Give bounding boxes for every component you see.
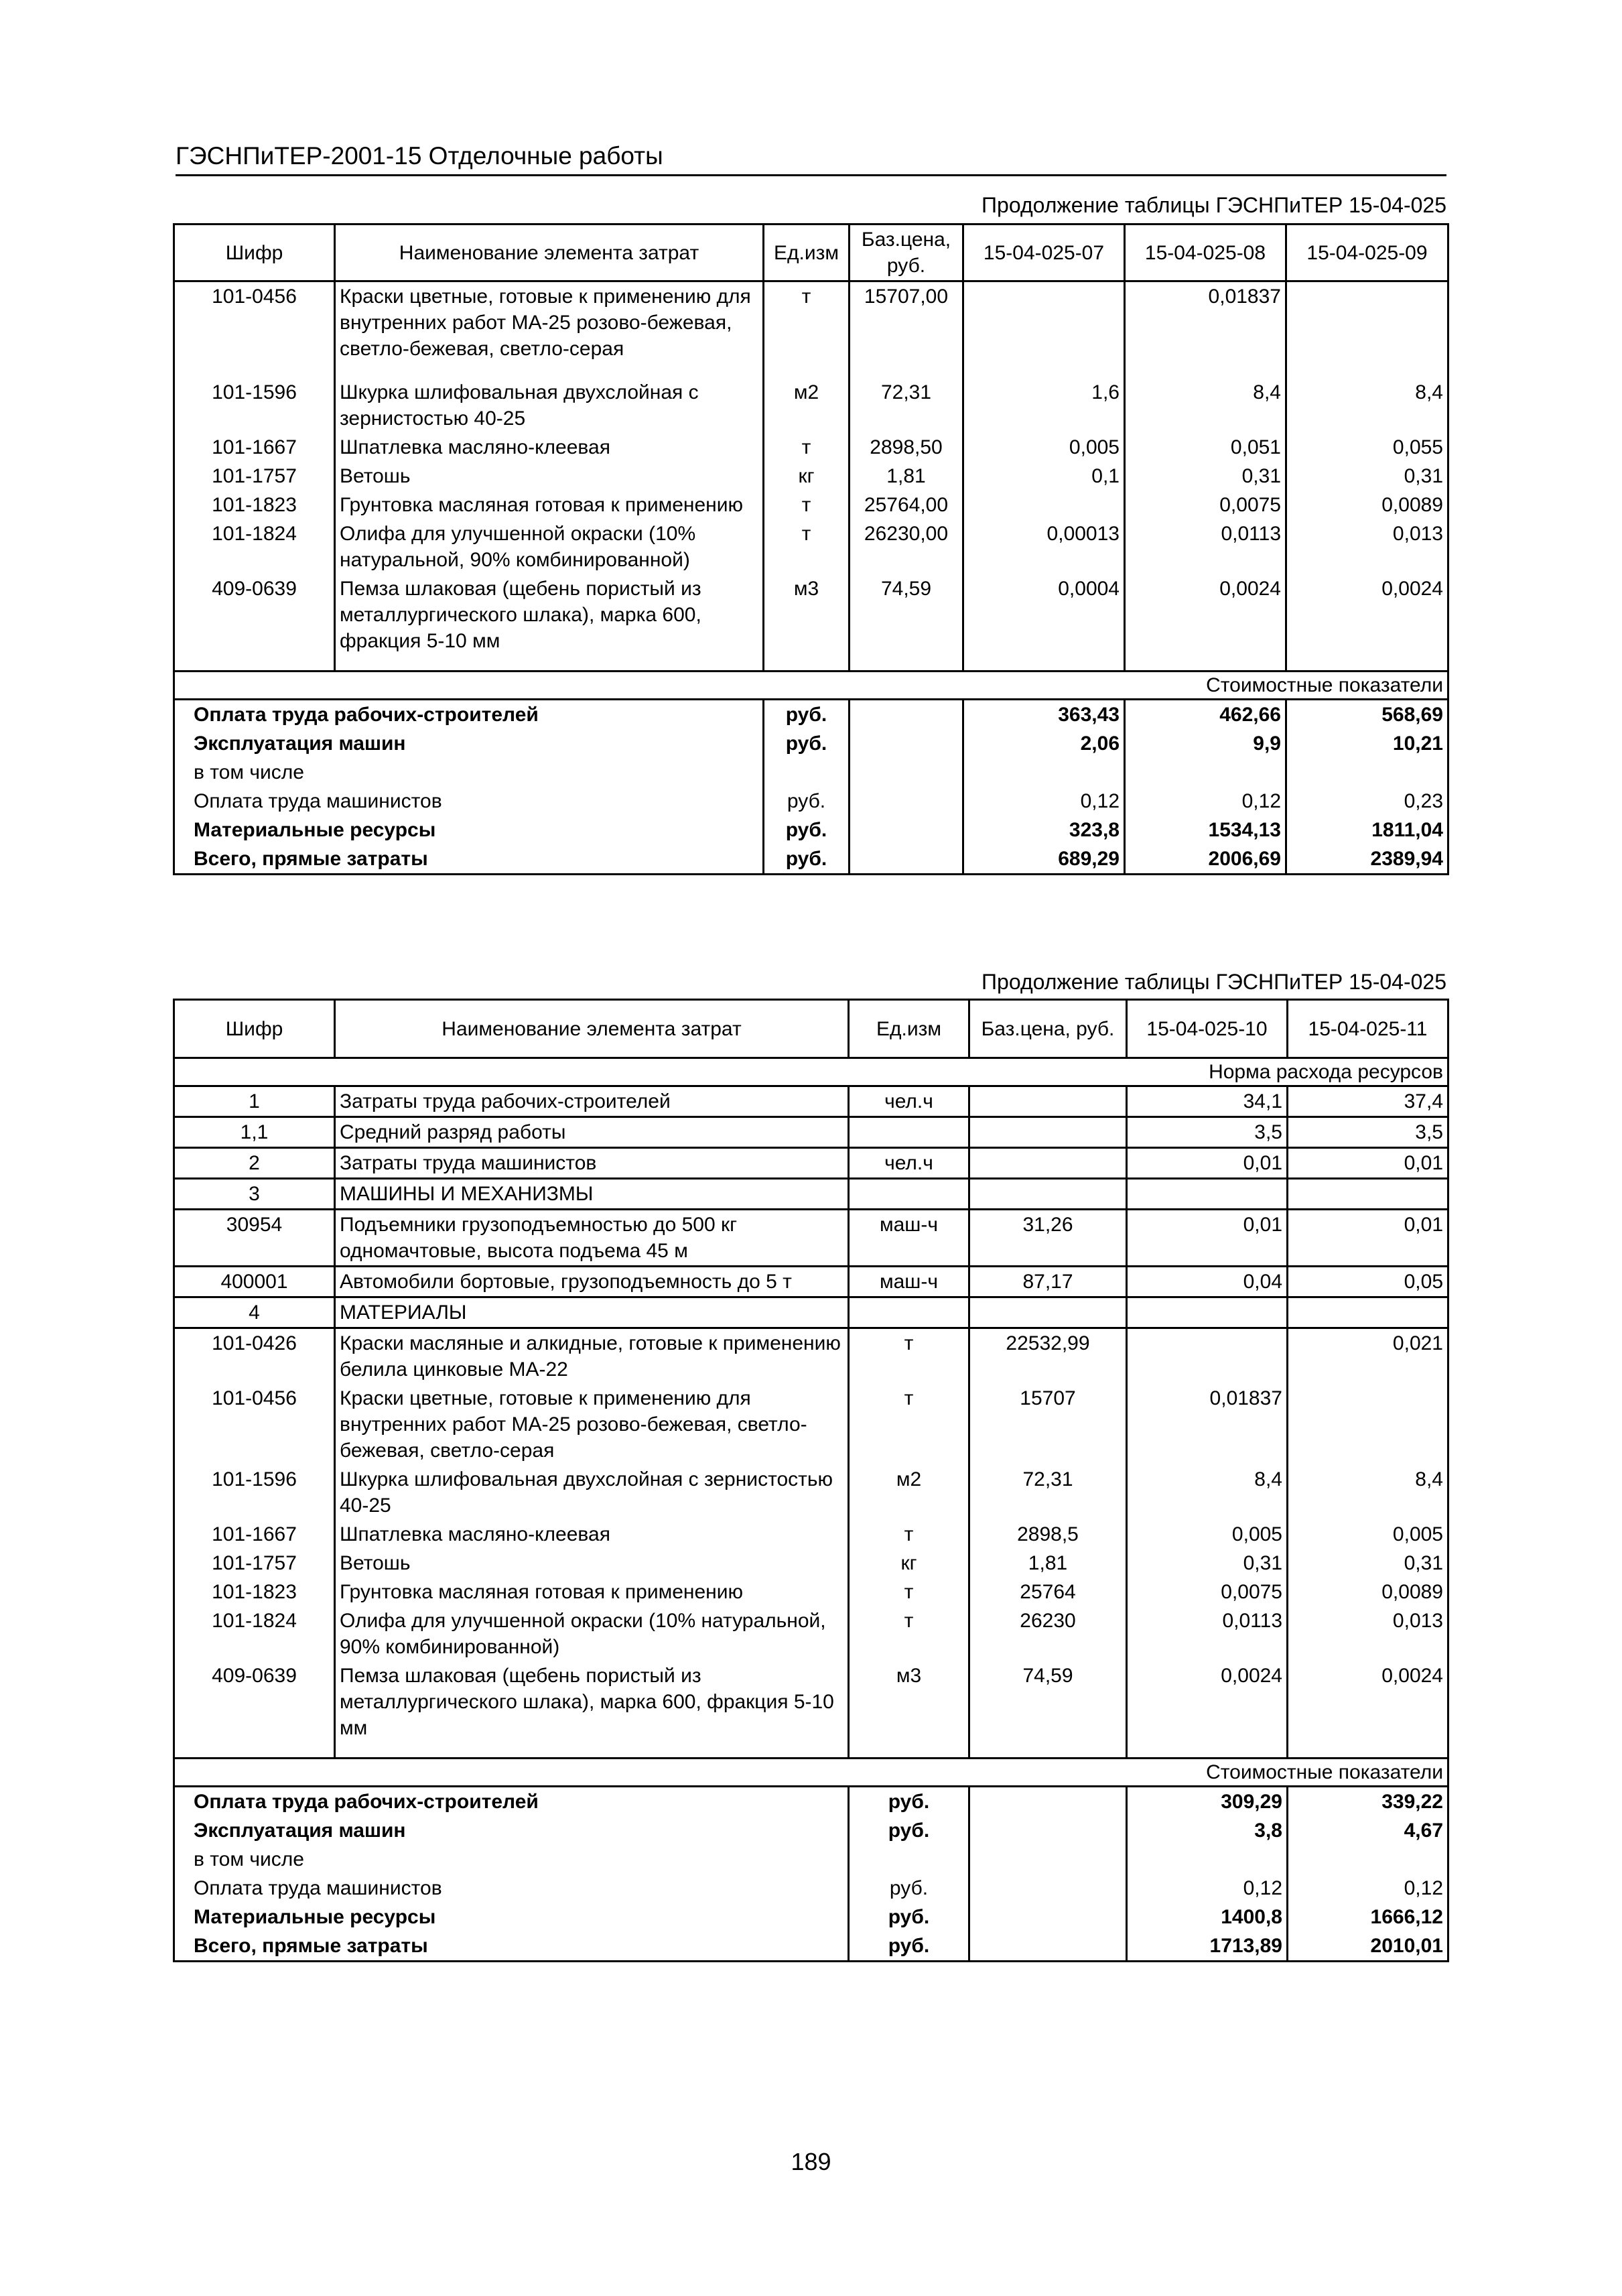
table-row	[174, 1148, 1448, 1179]
table2-summary	[174, 1787, 1448, 1962]
unit-cell	[849, 1117, 969, 1148]
unit-cell: руб.	[764, 844, 850, 875]
spacer-row	[174, 363, 1448, 378]
table-row	[174, 1549, 1448, 1578]
value-cell: 0,01837	[1127, 1384, 1288, 1465]
name-cell: Затраты труда машинистов	[335, 1148, 849, 1179]
value-cell: 8,4	[1125, 378, 1286, 433]
unit-cell: чел.ч	[849, 1148, 969, 1179]
name-cell: Грунтовка масляная готовая к применению	[335, 491, 764, 519]
col-header-unit: Ед.изм	[849, 1000, 969, 1058]
summary-label: Оплата труда машинистов	[174, 1874, 849, 1903]
value-cell: 3,5	[1127, 1117, 1288, 1148]
table-row	[174, 433, 1448, 462]
spacer-cell	[174, 363, 335, 378]
value-cell: 0,0024	[1125, 574, 1286, 655]
code-cell: 30954	[174, 1210, 335, 1267]
spacer-cell	[850, 655, 963, 672]
col-header-name: Наименование элемента затрат	[335, 225, 764, 281]
col-header-price: Баз.цена, руб.	[969, 1000, 1127, 1058]
code-cell: 409-0639	[174, 574, 335, 655]
price-cell	[969, 1179, 1127, 1210]
col-header-norm: 15-04-025-11	[1288, 1000, 1448, 1058]
value-cell: 0,051	[1125, 433, 1286, 462]
value-cell: 0,1	[963, 462, 1125, 491]
value-cell: 1666,12	[1288, 1903, 1448, 1931]
unit-cell: т	[849, 1328, 969, 1385]
value-cell	[963, 758, 1125, 787]
unit-cell: руб.	[849, 1931, 969, 1962]
summary-label: Оплата труда рабочих-строителей	[174, 1787, 849, 1817]
unit-cell: т	[849, 1384, 969, 1465]
name-cell: Ветошь	[335, 462, 764, 491]
spacer-cell	[1125, 363, 1286, 378]
price-cell	[969, 1845, 1127, 1874]
unit-cell: кг	[849, 1549, 969, 1578]
unit-cell: руб.	[849, 1787, 969, 1817]
summary-label: Оплата труда рабочих-строителей	[174, 700, 764, 730]
value-cell	[1286, 281, 1448, 364]
value-cell	[1286, 758, 1448, 787]
price-cell	[850, 787, 963, 816]
price-cell	[850, 844, 963, 875]
price-cell	[850, 700, 963, 730]
price-cell: 1,81	[969, 1549, 1127, 1578]
name-cell: Автомобили бортовые, грузоподъемность до 5 т	[335, 1267, 849, 1297]
table-row	[174, 1520, 1448, 1549]
table-row	[174, 1661, 1448, 1742]
norm-band-label: Норма расхода ресурсов	[174, 1058, 1448, 1086]
price-cell: 15707,00	[850, 281, 963, 364]
unit-cell	[849, 1845, 969, 1874]
unit-cell: руб.	[764, 787, 850, 816]
price-cell: 74,59	[850, 574, 963, 655]
value-cell: 0,005	[963, 433, 1125, 462]
code-cell: 101-0426	[174, 1328, 335, 1385]
code-cell: 101-1824	[174, 519, 335, 574]
table-row	[174, 1117, 1448, 1148]
unit-cell: руб.	[849, 1816, 969, 1845]
value-cell: 0,12	[1288, 1874, 1448, 1903]
cost-band-label: Стоимостные показатели	[174, 672, 1448, 700]
unit-cell: чел.ч	[849, 1086, 969, 1117]
value-cell	[1288, 1384, 1448, 1465]
value-cell: 10,21	[1286, 729, 1448, 758]
table1-header-row	[174, 225, 1448, 281]
name-cell: Краски цветные, готовые к применению для внутренних работ МА-25 розово-бежевая, светло-бежевая, светло-серая	[335, 1384, 849, 1465]
name-cell: Затраты труда рабочих-строителей	[335, 1086, 849, 1117]
summary-row	[174, 1787, 1448, 1817]
value-cell: 363,43	[963, 700, 1125, 730]
value-cell: 8,4	[1288, 1465, 1448, 1520]
value-cell	[1288, 1845, 1448, 1874]
code-cell: 1	[174, 1086, 335, 1117]
table2-header-row	[174, 1000, 1448, 1058]
value-cell: 0,01	[1288, 1210, 1448, 1267]
spacer-cell	[849, 1742, 969, 1759]
table-row	[174, 1465, 1448, 1520]
unit-cell	[849, 1297, 969, 1328]
unit-cell: м3	[849, 1661, 969, 1742]
spacer-cell	[850, 363, 963, 378]
unit-cell: кг	[764, 462, 850, 491]
spacer-cell	[335, 655, 764, 672]
value-cell: 1811,04	[1286, 816, 1448, 844]
code-cell: 101-1596	[174, 378, 335, 433]
value-cell: 0,01837	[1125, 281, 1286, 364]
summary-label: Эксплуатация машин	[174, 1816, 849, 1845]
table1-summary	[174, 700, 1448, 875]
price-cell: 22532,99	[969, 1328, 1127, 1385]
price-cell: 72,31	[969, 1465, 1127, 1520]
code-cell: 101-1823	[174, 1578, 335, 1606]
value-cell: 323,8	[963, 816, 1125, 844]
value-cell: 0,013	[1288, 1606, 1448, 1661]
spacer-cell	[174, 1742, 335, 1759]
price-cell: 1,81	[850, 462, 963, 491]
name-cell: Грунтовка масляная готовая к применению	[335, 1578, 849, 1606]
value-cell: 309,29	[1127, 1787, 1288, 1817]
spacer-cell	[1288, 1742, 1448, 1759]
norm-band-row	[174, 1058, 1448, 1086]
unit-cell: т	[764, 491, 850, 519]
summary-row	[174, 1845, 1448, 1874]
code-cell: 409-0639	[174, 1661, 335, 1742]
summary-row	[174, 1874, 1448, 1903]
unit-cell: руб.	[849, 1903, 969, 1931]
price-cell	[969, 1874, 1127, 1903]
summary-label: Материальные ресурсы	[174, 816, 764, 844]
value-cell: 0,31	[1288, 1549, 1448, 1578]
summary-label: Всего, прямые затраты	[174, 844, 764, 875]
code-cell: 101-1757	[174, 462, 335, 491]
code-cell: 4	[174, 1297, 335, 1328]
value-cell	[1125, 758, 1286, 787]
code-cell: 101-1667	[174, 1520, 335, 1549]
value-cell: 2006,69	[1125, 844, 1286, 875]
value-cell	[963, 491, 1125, 519]
price-cell: 26230,00	[850, 519, 963, 574]
spacer-cell	[963, 655, 1125, 672]
value-cell: 1534,13	[1125, 816, 1286, 844]
name-cell: Шпатлевка масляно-клеевая	[335, 1520, 849, 1549]
value-cell: 0,12	[963, 787, 1125, 816]
value-cell	[1127, 1297, 1288, 1328]
value-cell: 0,31	[1125, 462, 1286, 491]
price-cell: 74,59	[969, 1661, 1127, 1742]
unit-cell: руб.	[764, 729, 850, 758]
code-cell: 101-1667	[174, 433, 335, 462]
price-cell: 72,31	[850, 378, 963, 433]
value-cell: 0,12	[1127, 1874, 1288, 1903]
name-cell: Пемза шлаковая (щебень пористый из металлургического шлака), марка 600, фракция 5-10 мм	[335, 574, 764, 655]
summary-row	[174, 1931, 1448, 1962]
value-cell: 0,0024	[1127, 1661, 1288, 1742]
name-cell: Олифа для улучшенной окраски (10% натуральной, 90% комбинированной)	[335, 519, 764, 574]
col-header-norm: 15-04-025-07	[963, 225, 1125, 281]
value-cell: 568,69	[1286, 700, 1448, 730]
price-cell	[850, 729, 963, 758]
name-cell: МАТЕРИАЛЫ	[335, 1297, 849, 1328]
cost-table-2	[173, 999, 1449, 1962]
value-cell: 0,055	[1286, 433, 1448, 462]
value-cell: 0,0075	[1127, 1578, 1288, 1606]
code-cell: 101-1824	[174, 1606, 335, 1661]
unit-cell: т	[764, 519, 850, 574]
table-row	[174, 574, 1448, 655]
name-cell: Краски масляные и алкидные, готовые к применению белила цинковые МА-22	[335, 1328, 849, 1385]
value-cell: 3,5	[1288, 1117, 1448, 1148]
code-cell: 2	[174, 1148, 335, 1179]
value-cell: 0,0024	[1286, 574, 1448, 655]
price-cell: 25764	[969, 1578, 1127, 1606]
unit-cell: т	[849, 1520, 969, 1549]
price-cell: 2898,50	[850, 433, 963, 462]
value-cell	[963, 281, 1125, 364]
price-cell	[850, 758, 963, 787]
spacer-cell	[335, 363, 764, 378]
summary-label: Эксплуатация машин	[174, 729, 764, 758]
table-row	[174, 462, 1448, 491]
value-cell: 2389,94	[1286, 844, 1448, 875]
table-row	[174, 1297, 1448, 1328]
value-cell: 1713,89	[1127, 1931, 1288, 1962]
summary-row	[174, 816, 1448, 844]
price-cell	[969, 1148, 1127, 1179]
value-cell: 0,0089	[1288, 1578, 1448, 1606]
table-row	[174, 1328, 1448, 1385]
code-cell: 101-0456	[174, 1384, 335, 1465]
unit-cell: маш-ч	[849, 1267, 969, 1297]
value-cell: 0,005	[1127, 1520, 1288, 1549]
price-cell	[969, 1816, 1127, 1845]
value-cell: 689,29	[963, 844, 1125, 875]
col-header-norm: 15-04-025-08	[1125, 225, 1286, 281]
spacer-cell	[969, 1742, 1127, 1759]
table-row	[174, 491, 1448, 519]
name-cell: Ветошь	[335, 1549, 849, 1578]
col-header-code: Шифр	[174, 225, 335, 281]
table2-caption: Продолжение таблицы ГЭСНПиТЕР 15-04-025	[982, 970, 1446, 994]
value-cell: 0,0113	[1127, 1606, 1288, 1661]
table-row	[174, 1578, 1448, 1606]
unit-cell: м2	[764, 378, 850, 433]
table-row	[174, 1210, 1448, 1267]
col-header-price: Баз.цена, руб.	[850, 225, 963, 281]
unit-cell: т	[764, 281, 850, 364]
name-cell: Средний разряд работы	[335, 1117, 849, 1148]
col-header-code: Шифр	[174, 1000, 335, 1058]
table-row	[174, 1606, 1448, 1661]
price-cell	[969, 1903, 1127, 1931]
value-cell: 0,0113	[1125, 519, 1286, 574]
price-cell: 87,17	[969, 1267, 1127, 1297]
value-cell: 339,22	[1288, 1787, 1448, 1817]
price-cell: 15707	[969, 1384, 1127, 1465]
value-cell	[1288, 1179, 1448, 1210]
value-cell: 0,01	[1127, 1210, 1288, 1267]
table-row	[174, 1086, 1448, 1117]
value-cell: 4,67	[1288, 1816, 1448, 1845]
value-cell: 0,013	[1286, 519, 1448, 574]
summary-row	[174, 844, 1448, 875]
table-row	[174, 378, 1448, 433]
cost-band-row	[174, 672, 1448, 700]
value-cell: 3,8	[1127, 1816, 1288, 1845]
unit-cell: руб.	[764, 700, 850, 730]
value-cell: 0,005	[1288, 1520, 1448, 1549]
name-cell: Шпатлевка масляно-клеевая	[335, 433, 764, 462]
spacer-cell	[1127, 1742, 1288, 1759]
value-cell: 0,12	[1125, 787, 1286, 816]
value-cell: 37,4	[1288, 1086, 1448, 1117]
value-cell: 0,01	[1127, 1148, 1288, 1179]
summary-row	[174, 700, 1448, 730]
value-cell: 0,01	[1288, 1148, 1448, 1179]
spacer-cell	[963, 363, 1125, 378]
table-row	[174, 1267, 1448, 1297]
col-header-unit: Ед.изм	[764, 225, 850, 281]
price-cell	[969, 1117, 1127, 1148]
name-cell: Краски цветные, готовые к применению для внутренних работ МА-25 розово-бежевая, светло-бежевая, светло-серая	[335, 281, 764, 364]
value-cell: 0,23	[1286, 787, 1448, 816]
col-header-norm: 15-04-025-09	[1286, 225, 1448, 281]
spacer-row	[174, 1742, 1448, 1759]
col-header-norm: 15-04-025-10	[1127, 1000, 1288, 1058]
table-row	[174, 281, 1448, 364]
value-cell: 0,05	[1288, 1267, 1448, 1297]
unit-cell: руб.	[849, 1874, 969, 1903]
code-cell: 101-1596	[174, 1465, 335, 1520]
value-cell	[1288, 1297, 1448, 1328]
name-cell: Шкурка шлифовальная двухслойная с зернистостью 40-25	[335, 1465, 849, 1520]
table-row	[174, 519, 1448, 574]
price-cell	[969, 1086, 1127, 1117]
summary-row	[174, 1903, 1448, 1931]
unit-cell: м3	[764, 574, 850, 655]
unit-cell: т	[764, 433, 850, 462]
name-cell: МАШИНЫ И МЕХАНИЗМЫ	[335, 1179, 849, 1210]
value-cell: 0,31	[1286, 462, 1448, 491]
price-cell: 25764,00	[850, 491, 963, 519]
value-cell: 9,9	[1125, 729, 1286, 758]
unit-cell: руб.	[764, 816, 850, 844]
value-cell: 0,31	[1127, 1549, 1288, 1578]
name-cell: Пемза шлаковая (щебень пористый из металлургического шлака), марка 600, фракция 5-10 мм	[335, 1661, 849, 1742]
summary-label: в том числе	[174, 758, 764, 787]
spacer-cell	[335, 1742, 849, 1759]
value-cell	[1127, 1328, 1288, 1385]
summary-label: Оплата труда машинистов	[174, 787, 764, 816]
value-cell: 8,4	[1127, 1465, 1288, 1520]
price-cell: 31,26	[969, 1210, 1127, 1267]
spacer-cell	[174, 655, 335, 672]
value-cell: 8,4	[1286, 378, 1448, 433]
page-number: 189	[791, 2148, 831, 2175]
table1-caption: Продолжение таблицы ГЭСНПиТЕР 15-04-025	[982, 193, 1446, 217]
name-cell: Шкурка шлифовальная двухслойная с зернистостью 40-25	[335, 378, 764, 433]
value-cell: 0,0024	[1288, 1661, 1448, 1742]
code-cell: 101-0456	[174, 281, 335, 364]
value-cell: 0,00013	[963, 519, 1125, 574]
price-cell: 2898,5	[969, 1520, 1127, 1549]
cost-band-row	[174, 1759, 1448, 1787]
price-cell	[969, 1787, 1127, 1817]
value-cell	[1127, 1179, 1288, 1210]
value-cell: 1400,8	[1127, 1903, 1288, 1931]
value-cell: 2,06	[963, 729, 1125, 758]
price-cell	[969, 1931, 1127, 1962]
name-cell: Подъемники грузоподъемностью до 500 кг одномачтовые, высота подъема 45 м	[335, 1210, 849, 1267]
value-cell: 0,0075	[1125, 491, 1286, 519]
table-row	[174, 1384, 1448, 1465]
unit-cell: маш-ч	[849, 1210, 969, 1267]
summary-row	[174, 787, 1448, 816]
name-cell: Олифа для улучшенной окраски (10% натуральной, 90% комбинированной)	[335, 1606, 849, 1661]
unit-cell	[764, 758, 850, 787]
table-row	[174, 1179, 1448, 1210]
summary-row	[174, 729, 1448, 758]
unit-cell	[849, 1179, 969, 1210]
code-cell: 1,1	[174, 1117, 335, 1148]
value-cell: 0,021	[1288, 1328, 1448, 1385]
spacer-cell	[1286, 363, 1448, 378]
cost-band-label: Стоимостные показатели	[174, 1759, 1448, 1787]
summary-row	[174, 758, 1448, 787]
spacer-cell	[1125, 655, 1286, 672]
cost-table-1	[173, 223, 1449, 875]
col-header-name: Наименование элемента затрат	[335, 1000, 849, 1058]
value-cell: 34,1	[1127, 1086, 1288, 1117]
spacer-cell	[764, 363, 850, 378]
price-cell	[969, 1297, 1127, 1328]
table1-body	[174, 281, 1448, 672]
unit-cell: м2	[849, 1465, 969, 1520]
spacer-cell	[764, 655, 850, 672]
value-cell: 0,0089	[1286, 491, 1448, 519]
summary-label: Всего, прямые затраты	[174, 1931, 849, 1962]
code-cell: 3	[174, 1179, 335, 1210]
price-cell	[850, 816, 963, 844]
code-cell: 101-1757	[174, 1549, 335, 1578]
table2-body	[174, 1086, 1448, 1759]
code-cell: 101-1823	[174, 491, 335, 519]
value-cell: 0,0004	[963, 574, 1125, 655]
value-cell: 0,04	[1127, 1267, 1288, 1297]
value-cell: 1,6	[963, 378, 1125, 433]
value-cell: 2010,01	[1288, 1931, 1448, 1962]
price-cell: 26230	[969, 1606, 1127, 1661]
spacer-cell	[1286, 655, 1448, 672]
unit-cell: т	[849, 1606, 969, 1661]
code-cell: 400001	[174, 1267, 335, 1297]
spacer-row	[174, 655, 1448, 672]
summary-label: Материальные ресурсы	[174, 1903, 849, 1931]
page-header: ГЭСНПиТЕР-2001-15 Отделочные работы	[176, 139, 1446, 176]
value-cell	[1127, 1845, 1288, 1874]
value-cell: 462,66	[1125, 700, 1286, 730]
unit-cell: т	[849, 1578, 969, 1606]
summary-label: в том числе	[174, 1845, 849, 1874]
summary-row	[174, 1816, 1448, 1845]
